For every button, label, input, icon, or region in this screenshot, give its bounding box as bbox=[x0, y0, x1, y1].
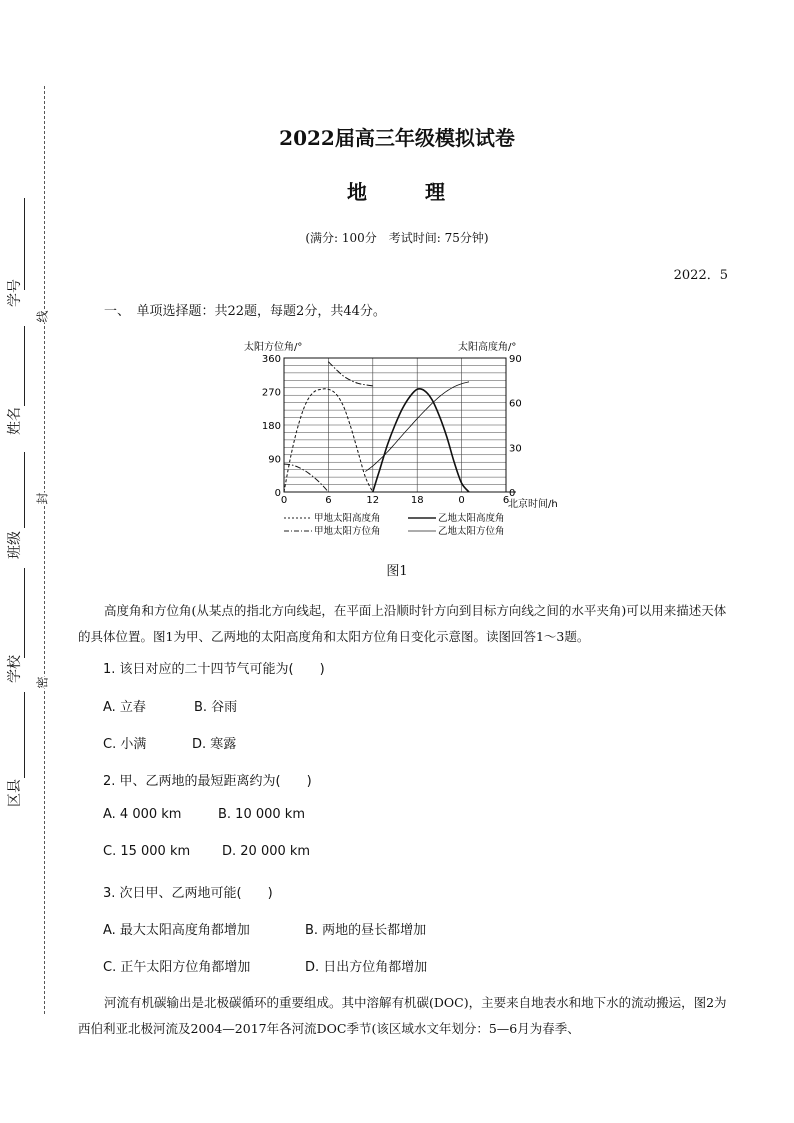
class-line bbox=[24, 452, 25, 528]
section-heading: 一、 单项选择题：共22题，每题2分，共44分。 bbox=[104, 304, 386, 319]
legend-yi-azimuth: 乙地太阳方位角 bbox=[438, 526, 505, 537]
x-axis-label: 北京时间/h bbox=[508, 499, 558, 510]
chart-series bbox=[284, 362, 469, 492]
cut-line bbox=[44, 86, 45, 1014]
passage-2: 河流有机碳输出是北极碳循环的重要组成。其中溶解有机碳(DOC)，主要来自地表水和地下水的流动搬运，图2为西伯利亚北极河流及2004—2017年各河流DOC季节(该区域水文年划分：5—6月为春季、 bbox=[78, 995, 727, 1036]
exam-date: 2022．5 bbox=[673, 268, 728, 283]
district-line bbox=[24, 692, 25, 778]
passage-1: 高度角和方位角(从某点的指北方向线起，在平面上沿顺时针方向到目标方向线之间的水平夹角)可以用来描述天体的具体位置。图1为甲、乙两地的太阳高度角和太阳方位角日变化示意图。读图回答1～3题。 bbox=[78, 603, 727, 644]
question-3-stem: 3. 次日甲、乙两地可能( ) bbox=[103, 886, 273, 901]
question-1-stem: 1. 该日对应的二十四节气可能为( ) bbox=[103, 662, 325, 677]
x-tick-label: 6 bbox=[502, 495, 510, 506]
legend-jia-azimuth: 甲地太阳方位角 bbox=[314, 526, 381, 537]
x-tick-label: 18 bbox=[410, 495, 424, 506]
q2-option-c[interactable]: C. 15 000 km bbox=[103, 844, 191, 859]
name-label: 姓名 bbox=[7, 407, 23, 435]
x-tick-label: 0 bbox=[458, 495, 465, 506]
q2-option-d[interactable]: D. 20 000 km bbox=[222, 844, 311, 859]
q2-option-b[interactable]: B. 10 000 km bbox=[218, 807, 305, 822]
series-yi-altitude bbox=[373, 389, 469, 492]
q1-option-d[interactable]: D. 寒露 bbox=[192, 737, 237, 752]
x-tick-label: 6 bbox=[325, 495, 332, 506]
right-tick-label: 0 bbox=[509, 488, 516, 499]
chart-legend bbox=[284, 512, 505, 537]
figure-1-caption: 图1 bbox=[386, 564, 408, 579]
left-tick-label: 270 bbox=[261, 387, 281, 399]
district-label: 区县 bbox=[7, 779, 23, 807]
right-tick-label: 30 bbox=[509, 443, 522, 455]
x-tick-label: 0 bbox=[280, 495, 288, 506]
legend-yi-altitude: 乙地太阳高度角 bbox=[438, 513, 505, 524]
name-line bbox=[24, 326, 25, 406]
left-tick-label: 0 bbox=[274, 488, 281, 499]
left-tick-label: 90 bbox=[268, 454, 281, 466]
q2-option-a[interactable]: A. 4 000 km bbox=[103, 807, 182, 822]
seal-line-mark: 线 bbox=[32, 310, 53, 322]
chart-ticks bbox=[262, 354, 522, 506]
seal-seal-mark: 封 bbox=[32, 492, 53, 504]
exam-meta: (满分: 100分 考试时间: 75分钟) bbox=[305, 231, 489, 245]
figure-1-chart bbox=[240, 336, 558, 540]
exam-title: 2022届高三年级模拟试卷 bbox=[279, 126, 515, 150]
legend-jia-altitude: 甲地太阳高度角 bbox=[314, 513, 381, 524]
q3-option-b[interactable]: B. 两地的昼长都增加 bbox=[305, 923, 427, 938]
q3-option-d[interactable]: D. 日出方位角都增加 bbox=[305, 960, 428, 975]
left-tick-label: 360 bbox=[261, 354, 281, 365]
left-axis-label: 太阳方位角/° bbox=[244, 342, 303, 353]
q1-option-b[interactable]: B. 谷雨 bbox=[194, 700, 238, 715]
series-jia-azimuth bbox=[284, 464, 328, 492]
school-line bbox=[24, 568, 25, 658]
question-2-stem: 2. 甲、乙两地的最短距离约为( ) bbox=[103, 774, 312, 789]
q1-option-a[interactable]: A. 立春 bbox=[103, 700, 146, 715]
q3-option-a[interactable]: A. 最大太阳高度角都增加 bbox=[103, 923, 250, 938]
q1-option-c[interactable]: C. 小满 bbox=[103, 737, 147, 752]
subject-char-1: 地 bbox=[347, 180, 369, 204]
x-tick-label: 12 bbox=[366, 495, 380, 506]
student-id-label: 学号 bbox=[7, 279, 23, 307]
q3-option-c[interactable]: C. 正午太阳方位角都增加 bbox=[103, 960, 251, 975]
right-tick-label: 90 bbox=[509, 354, 522, 365]
subject-char-2: 理 bbox=[425, 180, 447, 204]
class-label: 班级 bbox=[7, 531, 23, 559]
seal-secret-mark: 密 bbox=[32, 676, 53, 688]
subject-title bbox=[0, 176, 794, 205]
school-label: 学校 bbox=[7, 655, 23, 683]
left-tick-label: 180 bbox=[261, 421, 281, 432]
right-tick-label: 60 bbox=[509, 398, 522, 410]
right-axis-label: 太阳高度角/° bbox=[458, 342, 517, 353]
